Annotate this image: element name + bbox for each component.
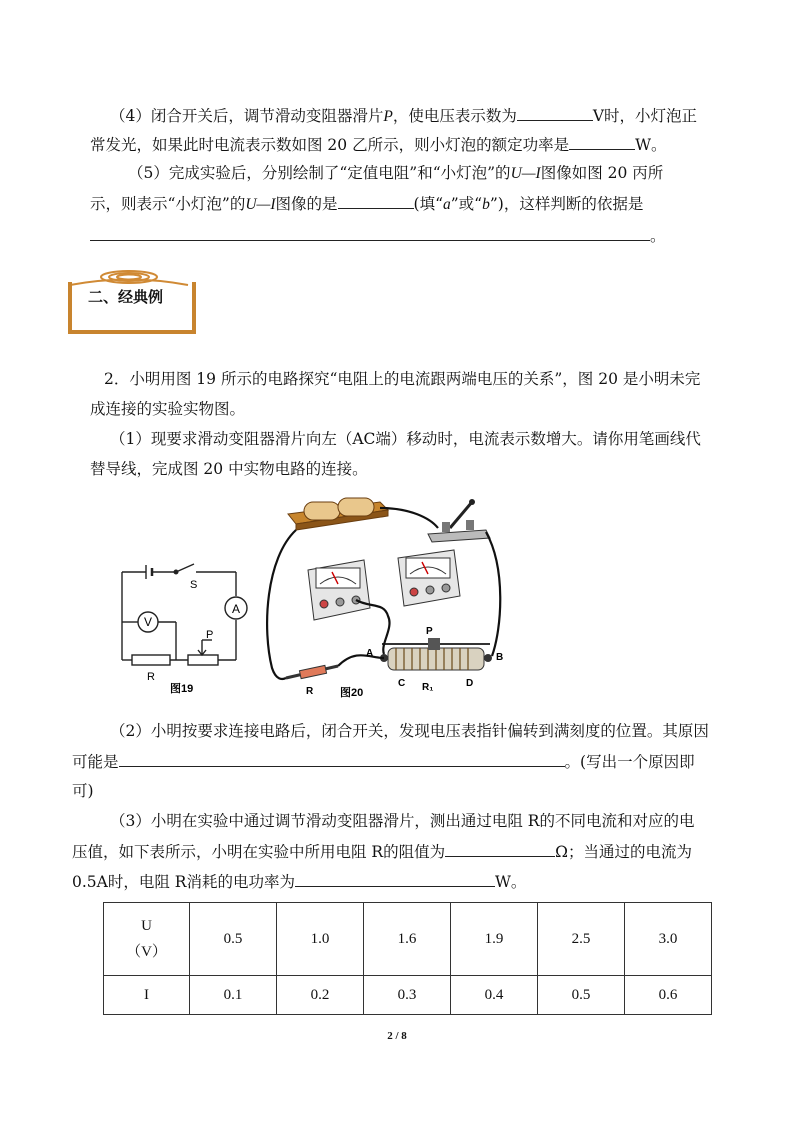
figure-19-circuit: [112, 560, 248, 700]
ammeter-device: [308, 560, 370, 620]
voltage-current-table: [103, 902, 712, 1015]
q1-part5-line2: 示，则表示“小灯泡”的U—I图像的是 (填“a”或“b”)，这样判断的依据是: [90, 192, 643, 216]
table-cell: 0.1: [190, 976, 277, 1015]
answer-blank-resistance[interactable]: [445, 840, 555, 857]
figure-20-apparatus: [260, 488, 510, 700]
terminal-label-D: D: [466, 678, 474, 689]
table-cell: 0.5: [190, 903, 277, 976]
label-R1: R₁: [422, 682, 434, 693]
table-cell: 0.3: [364, 976, 451, 1015]
rheostat-device: [380, 638, 492, 670]
label-V: V: [143, 615, 153, 629]
table-cell: 1.9: [451, 903, 538, 976]
label-slider-P: P: [426, 626, 433, 637]
q2-part2-line3: 可): [72, 782, 94, 800]
q2-part3-line1: （3）小明在实验中通过调节滑动变阻器滑片，测出通过电阻 R的不同电流和对应的电: [110, 812, 695, 830]
battery-box: [288, 498, 388, 530]
section-badge: [66, 268, 192, 332]
q2-intro-line2: 成连接的实验实物图。: [90, 400, 246, 418]
terminal-label-C: C: [398, 678, 406, 689]
q1-part5-line1: （5）完成实验后，分别绘制了“定值电阻”和“小灯泡”的U—I图像如图 20 丙所: [128, 164, 664, 182]
table-cell: 1.6: [364, 903, 451, 976]
table-row-current: [104, 976, 712, 1015]
table-header-current: I: [104, 976, 190, 1015]
table-cell: 3.0: [625, 903, 712, 976]
voltmeter-device: [398, 550, 460, 606]
label-P: P: [206, 629, 214, 641]
section-title: 二、经典例: [88, 288, 164, 306]
table-cell: 0.2: [277, 976, 364, 1015]
q2-intro-line1: 2．小明用图 19 所示的电路探究“电阻上的电流跟两端电压的关系”，图 20 是小明未完: [104, 370, 701, 388]
table-header-voltage: U （V）: [104, 903, 190, 976]
fixed-resistor-device: [286, 665, 338, 678]
answer-blank-curve[interactable]: [338, 192, 414, 209]
terminal-label-B: B: [496, 652, 504, 663]
answer-blank-power[interactable]: [295, 870, 495, 887]
label-S: S: [190, 579, 198, 591]
q1-part5-line3: 。: [90, 224, 666, 247]
page-number: 2 / 8: [387, 1030, 407, 1042]
q2-part2-line1: （2）小明按要求连接电路后，闭合开关，发现电压表指针偏转到满刻度的位置。其原因: [110, 722, 709, 740]
knife-switch: [428, 499, 490, 542]
q2-part1-line1: （1）现要求滑动变阻器滑片向左（AC端）移动时，电流表示数增大。请你用笔画线代: [110, 430, 701, 448]
figure-19-caption: 图19: [170, 683, 194, 695]
q2-part1-line2: 替导线，完成图 20 中实物电路的连接。: [90, 460, 368, 478]
answer-blank-voltage[interactable]: [517, 104, 593, 121]
table-cell: 0.6: [625, 976, 712, 1015]
table-row-voltage: [104, 903, 712, 976]
answer-blank-reason[interactable]: [90, 224, 650, 241]
table-cell: 1.0: [277, 903, 364, 976]
table-cell: 2.5: [538, 903, 625, 976]
label-R: R: [147, 671, 155, 683]
table-cell: 0.5: [538, 976, 625, 1015]
terminal-label-A: A: [366, 648, 374, 659]
q1-part4-line2: 常发光，如果此时电流表示数如图 20 乙所示，则小灯泡的额定功率是 W。: [90, 133, 667, 156]
q1-part4-line1: （4）闭合开关后，调节滑动变阻器滑片P，使电压表示数为 V时，小灯泡正: [110, 104, 697, 128]
answer-blank-cause[interactable]: [119, 750, 565, 767]
q2-part3-line3: 0.5A时，电阻 R消耗的电功率为 W。: [72, 870, 526, 893]
figure-20-caption: 图20: [340, 687, 364, 699]
label-A: A: [231, 602, 241, 616]
q2-part2-line2: 可能是 。(写出一个原因即: [72, 750, 695, 773]
label-resistor-R: R: [306, 686, 314, 697]
table-cell: 0.4: [451, 976, 538, 1015]
q2-part3-line2: 压值，如下表所示，小明在实验中所用电阻 R的阻值为 Ω；当通过的电流为: [72, 840, 692, 863]
answer-blank-rated-power[interactable]: [569, 133, 635, 150]
